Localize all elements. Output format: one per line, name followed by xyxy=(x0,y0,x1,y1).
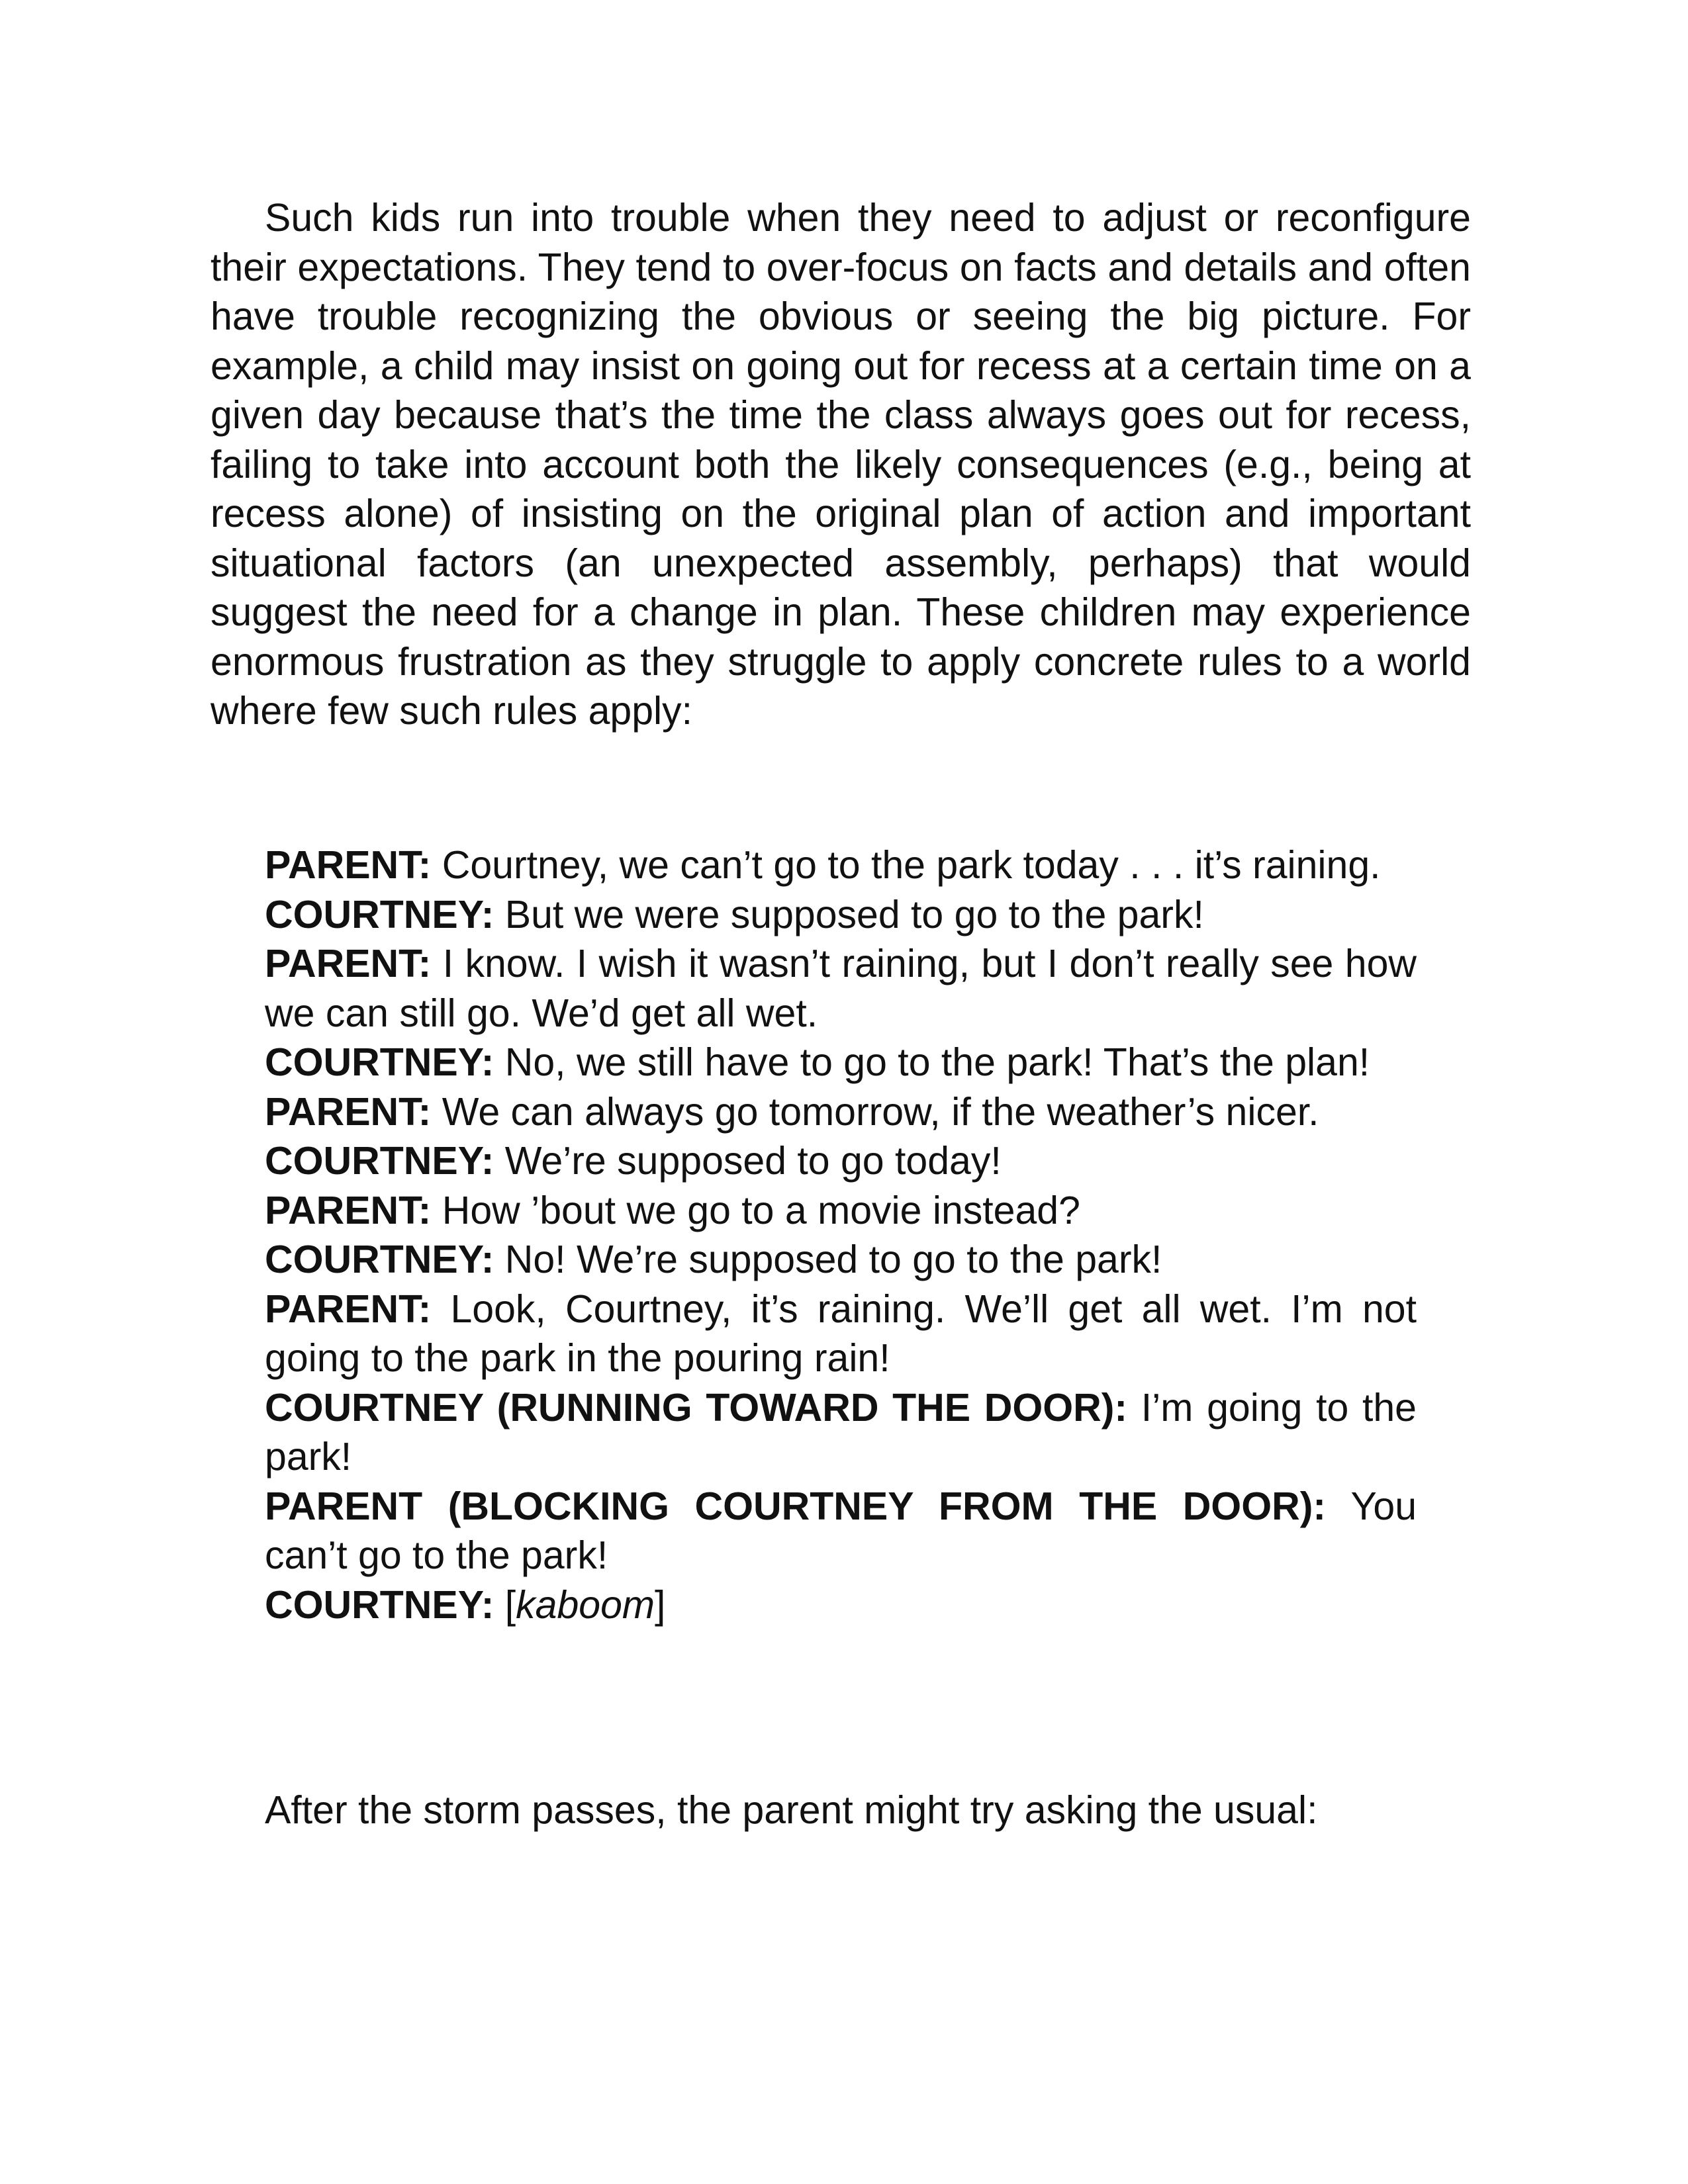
speaker-label: COURTNEY: xyxy=(265,892,494,936)
dialogue-line xyxy=(265,1482,1417,1580)
dialogue-text: No, we still have to go to the park! That’s the plan! xyxy=(494,1040,1370,1084)
dialogue-text: We can always go tomorrow, if the weather’s nicer. xyxy=(431,1089,1319,1134)
dialogue-text: We’re supposed to go today! xyxy=(494,1139,1002,1183)
dialogue-text: Courtney, we can’t go to the park today . . . it’s raining. xyxy=(431,843,1381,887)
dialogue-line xyxy=(265,1186,1417,1236)
speaker-label: COURTNEY: xyxy=(265,1238,494,1281)
dialogue-line xyxy=(265,841,1417,890)
dialogue-text: But we were supposed to go to the park! xyxy=(494,892,1204,936)
speaker-label: COURTNEY (RUNNING TOWARD THE DOOR): xyxy=(265,1385,1128,1430)
dialogue-line xyxy=(265,1087,1417,1137)
speaker-label: PARENT: xyxy=(265,1089,432,1134)
speaker-label: PARENT: xyxy=(265,1287,432,1331)
dialogue-line xyxy=(265,1235,1417,1285)
intro-paragraph: Such kids run into trouble when they need to adjust or reconfigure their expectations. They tend to over-focus on facts and details and often have trouble recognizing the obvious or seeing the big picture. For example, a child may insist on going out for recess at a certain time on a given day because that’s the time the class always goes out for recess, failing to take into account both the likely consequences (e.g., being at recess alone) of insisting on the original plan of action and important situational factors (an unexpected assembly, perhaps) that would suggest the need for a change in plan. These children may experience enormous frustration as they struggle to apply concrete rules to a world where few such rules apply: xyxy=(211,196,1471,733)
speaker-label: PARENT: xyxy=(265,1188,432,1232)
dialogue-text-after: ] xyxy=(655,1582,666,1627)
emphasis-text: kaboom xyxy=(516,1582,655,1627)
dialogue-text: You can’t go to the park! xyxy=(265,1484,1417,1577)
dialogue-line xyxy=(265,890,1417,940)
speaker-label: COURTNEY: xyxy=(265,1139,494,1183)
speaker-label: PARENT: xyxy=(265,942,432,985)
dialogue-text: No! We’re supposed to go to the park! xyxy=(494,1238,1162,1281)
dialogue-block xyxy=(265,841,1417,1629)
dialogue-text: [ xyxy=(494,1582,516,1627)
dialogue-line xyxy=(265,1285,1417,1383)
speaker-label: COURTNEY: xyxy=(265,1582,494,1627)
dialogue-line xyxy=(265,1136,1417,1186)
speaker-label: PARENT (BLOCKING COURTNEY FROM THE DOOR): xyxy=(265,1484,1326,1528)
dialogue-line xyxy=(265,1383,1417,1482)
speaker-label: PARENT: xyxy=(265,843,432,887)
dialogue-text: I’m going to the park! xyxy=(265,1385,1417,1479)
dialogue-text: How ’bout we go to a movie instead? xyxy=(431,1188,1080,1232)
dialogue-line xyxy=(265,1580,1417,1630)
dialogue-text: I know. I wish it wasn’t raining, but I don’t really see how we can still go. We’d get all wet. xyxy=(265,942,1417,1035)
dialogue-text: Look, Courtney, it’s raining. We’ll get all wet. I’m not going to the park in the pouring rain! xyxy=(265,1287,1417,1380)
dialogue-line xyxy=(265,1038,1417,1087)
speaker-label: COURTNEY: xyxy=(265,1040,494,1084)
dialogue-line xyxy=(265,939,1417,1038)
closing-paragraph: After the storm passes, the parent might try asking the usual: xyxy=(265,1788,1318,1832)
